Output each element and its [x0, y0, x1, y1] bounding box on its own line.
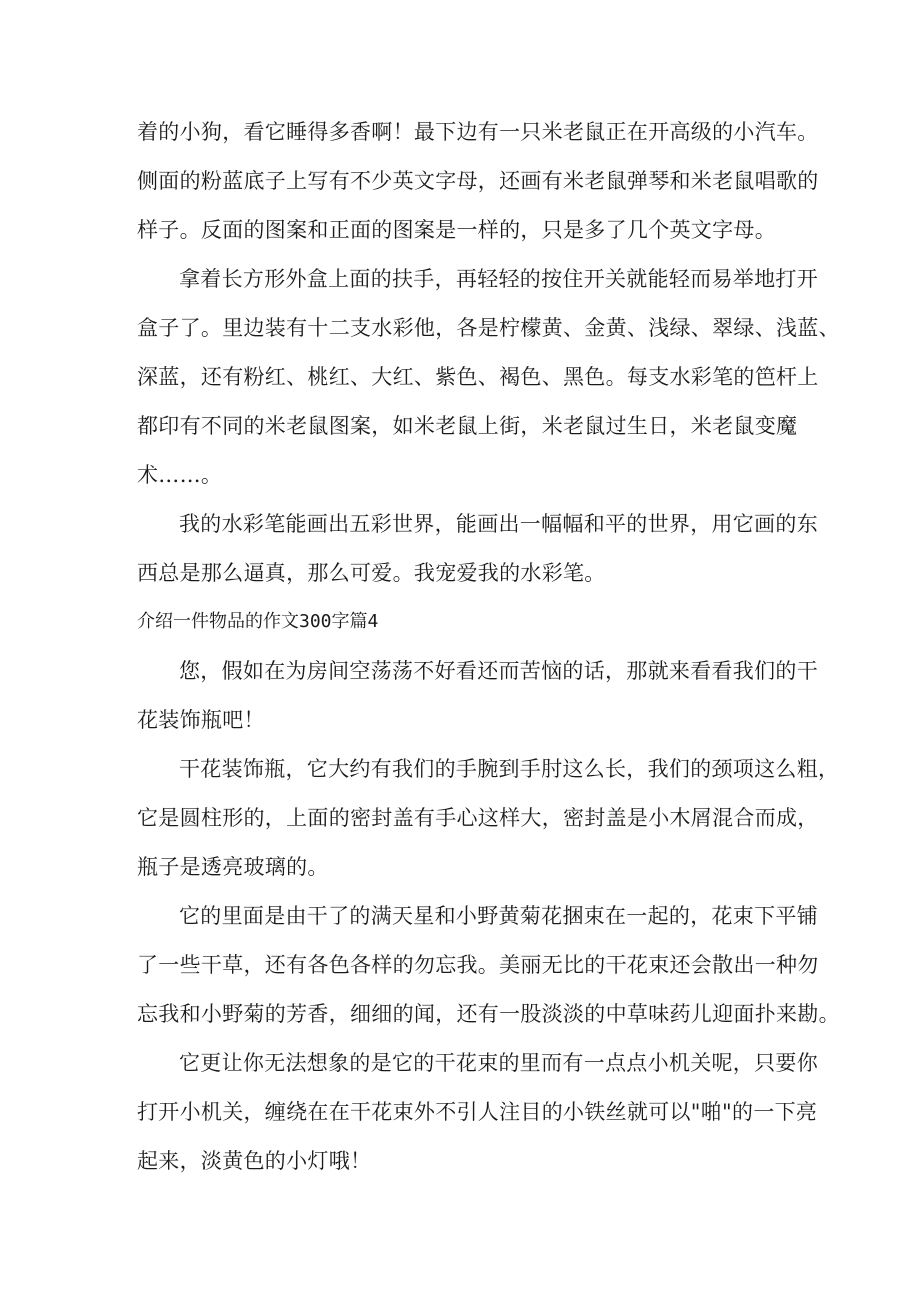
body-line: 西总是那么逼真，那么可爱。我宠爱我的水彩笔。 — [137, 561, 606, 585]
body-line: 它是圆柱形的，上面的密封盖有手心这样大，密封盖是小木屑混合而成， — [137, 806, 819, 830]
paragraph-start-line: 我的水彩笔能画出五彩世界，能画出一幅幅和平的世界，用它画的东 — [179, 512, 818, 536]
body-line: 了一些干草，还有各色各样的勿忘我。美丽无比的干花束还会散出一种勿 — [137, 953, 819, 977]
body-line: 瓶子是透亮玻璃的。 — [137, 855, 329, 879]
paragraph-start-line: 干花装饰瓶，它大约有我们的手腕到手肘这么长，我们的颈项这么粗， — [179, 757, 840, 781]
section-heading: 介绍一件物品的作文300字篇4 — [137, 611, 379, 632]
paragraph-start-line: 拿着长方形外盒上面的扶手，再轻轻的按住开关就能轻而易举地打开 — [179, 267, 818, 291]
body-line: 花装饰瓶吧！ — [137, 708, 265, 732]
paragraph-start-line: 您，假如在为房间空荡荡不好看还而苦恼的话，那就来看看我们的干 — [179, 659, 818, 683]
body-line: 忘我和小野菊的芳香，细细的闻，还有一股淡淡的中草味药儿迎面扑来勘。 — [137, 1002, 840, 1026]
paragraph-start-line: 它更让你无法想象的是它的干花束的里而有一点点小机关呢，只要你 — [179, 1051, 818, 1075]
body-line: 着的小狗，看它睡得多香啊！最下边有一只米老鼠正在开高级的小汽车。 — [137, 120, 819, 144]
body-line: 起来，淡黄色的小灯哦！ — [137, 1149, 372, 1173]
body-line: 侧面的粉蓝底子上写有不少英文字母，还画有米老鼠弹琴和米老鼠唱歌的 — [137, 169, 819, 193]
paragraph-start-line: 它的里面是由干了的满天星和小野黄菊花捆束在一起的，花束下平铺 — [179, 904, 818, 928]
body-line: 样子。反面的图案和正面的图案是一样的，只是多了几个英文字母。 — [137, 218, 776, 242]
body-line: 盒子了。里边装有十二支水彩他，各是柠檬黄、金黄、浅绿、翠绿、浅蓝、 — [137, 316, 840, 340]
body-line: 深蓝，还有粉红、桃红、大红、紫色、褐色、黑色。每支水彩笔的笆杆上 — [137, 365, 819, 389]
body-line: 打开小机关，缠绕在在干花束外不引人注目的小铁丝就可以"啪"的一下亮 — [137, 1100, 818, 1124]
document-body — [137, 116, 840, 1194]
body-line: 都印有不同的米老鼠图案，如米老鼠上街，米老鼠过生日，米老鼠变魔 — [137, 414, 798, 438]
body-line: 术……。 — [137, 463, 223, 487]
